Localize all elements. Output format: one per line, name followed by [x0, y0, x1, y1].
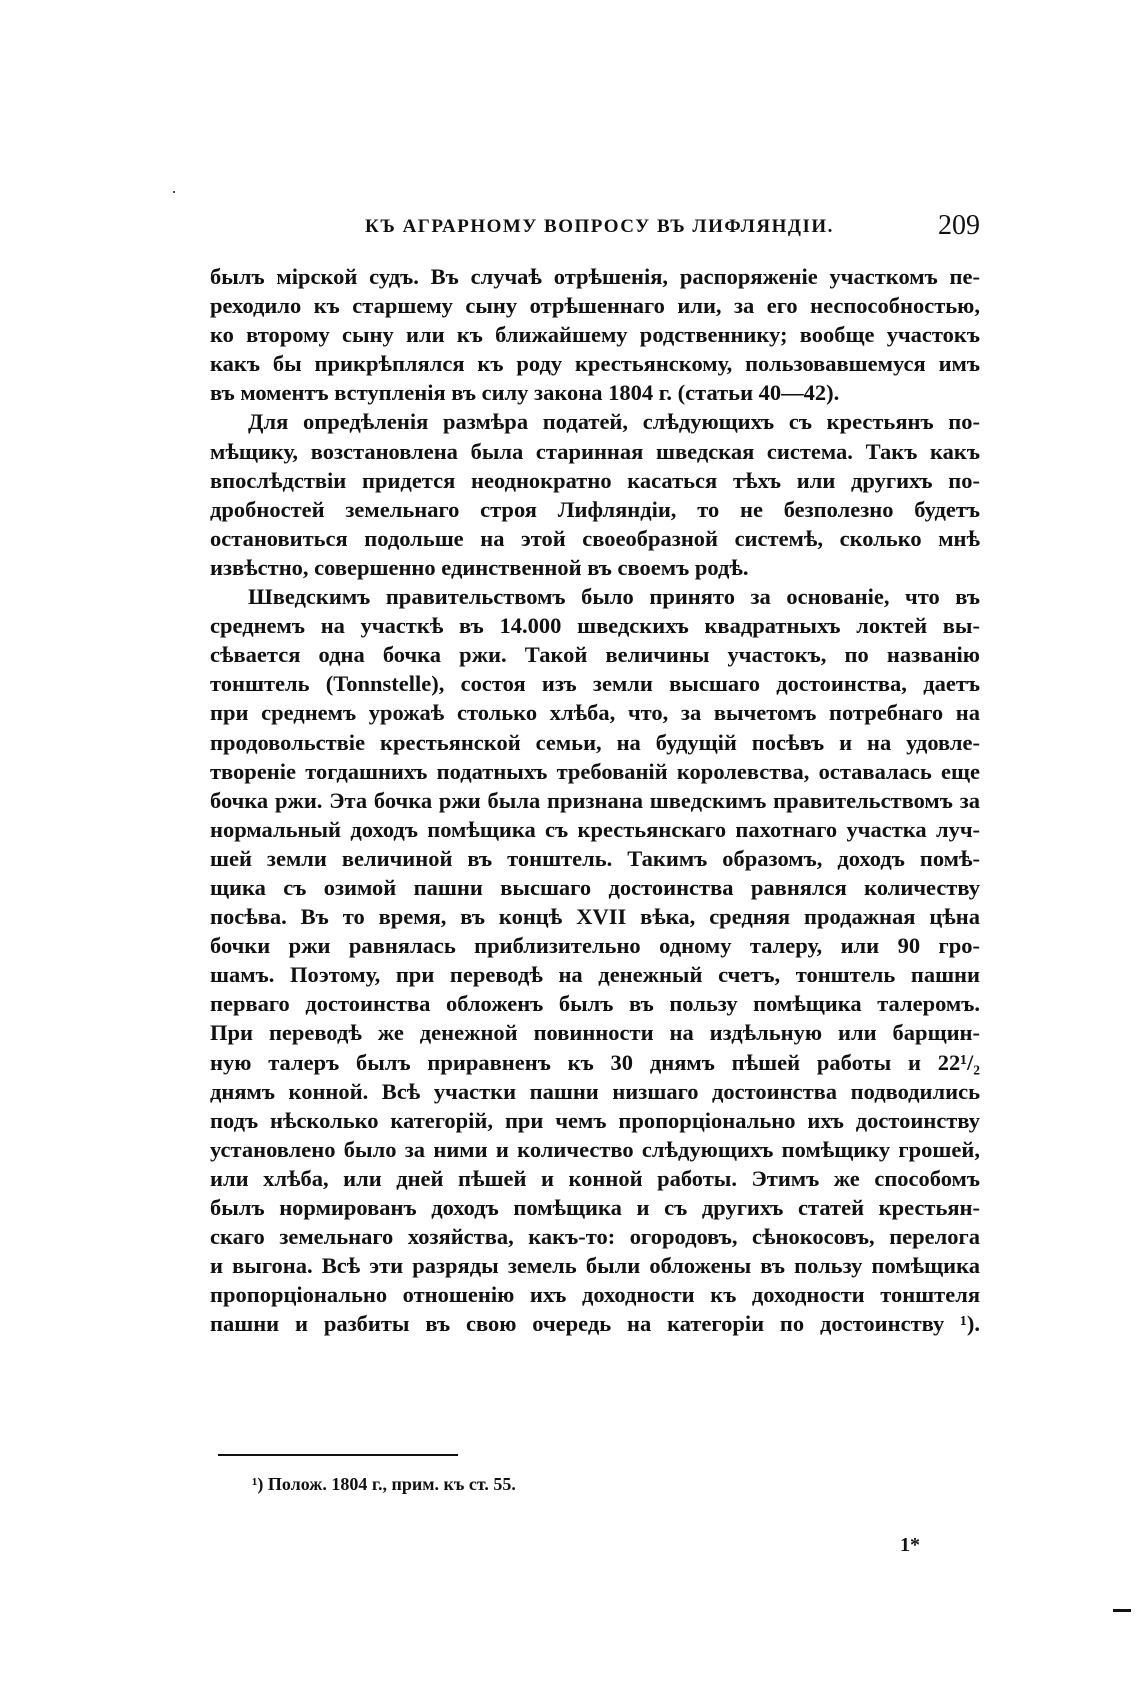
text-line: щика съ озимой пашни высшаго достоинства равнялся количеству [210, 874, 980, 900]
text-line: нормальный доходъ помѣщика съ крестьянскаго пахотнаго участка луч- [210, 816, 980, 842]
text-line: бочка ржи. Эта бочка ржи была признана шведскимъ правительствомъ за [210, 787, 980, 813]
text-line: перваго достоинства обложенъ былъ въ пользу помѣщика талеромъ. [210, 991, 980, 1017]
text-line: подъ нѣсколько категорій, при чемъ пропорціонально ихъ достоинству [210, 1107, 980, 1133]
text-line: среднемъ на участкѣ въ 14.000 шведскихъ квадратныхъ локтей вы- [210, 613, 980, 639]
text-line: шамъ. Поэтому, при переводѣ на денежный счетъ, тонштель пашни [210, 962, 980, 988]
text-line: тонштель (Tonnstelle), состоя изъ земли высшаго достоинства, даетъ [210, 671, 980, 697]
text-line: дробностей земельнаго строя Лифляндіи, то не безполезно будетъ [210, 496, 980, 522]
text-line: бочки ржи равнялась приблизительно одному талеру, или 90 гро- [210, 933, 980, 959]
paragraph-end-line: въ моментъ вступленія въ силу закона 1804 г. (статьи 40—42). [210, 380, 840, 406]
footnote-divider [218, 1454, 458, 1456]
text-line: днямъ конной. Всѣ участки пашни низшаго достоинства подводились [210, 1078, 980, 1104]
paragraph-end-line: пашни и разбиты въ свою очередь на категоріи по достоинству ¹). [210, 1311, 980, 1337]
scan-edge-mark [1113, 1609, 1131, 1612]
footnote: ¹) Полож. 1804 г., прим. къ ст. 55. [252, 1474, 516, 1494]
text-line: шей земли величиной въ тонштель. Такимъ образомъ, доходъ помѣ- [210, 845, 980, 871]
text-line: твореніе тогдашнихъ податныхъ требованій королевства, оставалась еще [210, 758, 980, 784]
text-line: пропорціонально отношенію ихъ доходности къ доходности тонштеля [210, 1282, 980, 1308]
text-line: скаго земельнаго хозяйства, какъ-то: огородовъ, сѣнокосовъ, перелога [210, 1224, 980, 1250]
body-text [210, 262, 980, 1338]
paragraph-end-line: извѣстно, совершенно единственной въ своемъ родѣ. [210, 554, 749, 580]
text-line: реходило къ старшему сыну отрѣшеннаго или, за его неспособностью, [210, 293, 980, 319]
running-head [210, 210, 980, 250]
text-line: При переводѣ же денежной повинности на издѣльную или барщин- [210, 1020, 980, 1046]
text-line: былъ мірской судъ. Въ случаѣ отрѣшенія, распоряженіе участкомъ пе- [210, 264, 980, 289]
running-title: КЪ АГРАРНОМУ ВОПРОСУ ВЪ ЛИФЛЯНДІИ. [365, 216, 834, 237]
page-number: 209 [938, 210, 980, 241]
text-line: ную талеръ былъ приравненъ къ 30 днямъ пѣшей работы и 22¹/₂ [210, 1049, 980, 1075]
text-line: и выгона. Всѣ эти разряды земель были обложены въ пользу помѣщика [210, 1253, 980, 1279]
paragraph-start-line: Шведскимъ правительствомъ было принято за основаніе, что въ [248, 584, 980, 610]
text-line: остановиться подольше на этой своеобразной системѣ, сколько мнѣ [210, 525, 980, 551]
text-line: былъ нормированъ доходъ помѣщика и съ другихъ статей крестьян- [210, 1195, 980, 1220]
text-line: при среднемъ урожаѣ столько хлѣба, что, за вычетомъ потребнаго на [210, 700, 980, 726]
text-line: впослѣдствіи придется неоднократно касаться тѣхъ или другихъ по- [210, 467, 980, 493]
paragraph-start-line: Для опредѣленія размѣра податей, слѣдующихъ съ крестьянъ по- [248, 409, 980, 435]
print-speck [173, 191, 175, 193]
text-line: мѣщику, возстановлена была старинная шведская система. Такъ какъ [210, 438, 980, 464]
text-line: какъ бы прикрѣплялся къ роду крестьянскому, пользовавшемуся имъ [210, 351, 980, 377]
text-line: посѣва. Въ то время, въ концѣ XVII вѣка, средняя продажная цѣна [210, 904, 980, 930]
text-line: ко второму сыну или къ ближайшему родственнику; вообще участокъ [210, 322, 980, 348]
text-line: продовольствіе крестьянской семьи, на будущій посѣвъ и на удовле- [210, 729, 980, 755]
text-line: установлено было за ними и количество слѣдующихъ помѣщику грошей, [210, 1136, 980, 1162]
text-line: или хлѣба, или дней пѣшей и конной работы. Этимъ же способомъ [210, 1165, 980, 1191]
printer-signature-mark: 1* [900, 1534, 920, 1556]
text-line: сѣвается одна бочка ржи. Такой величины участокъ, по названію [210, 642, 980, 668]
